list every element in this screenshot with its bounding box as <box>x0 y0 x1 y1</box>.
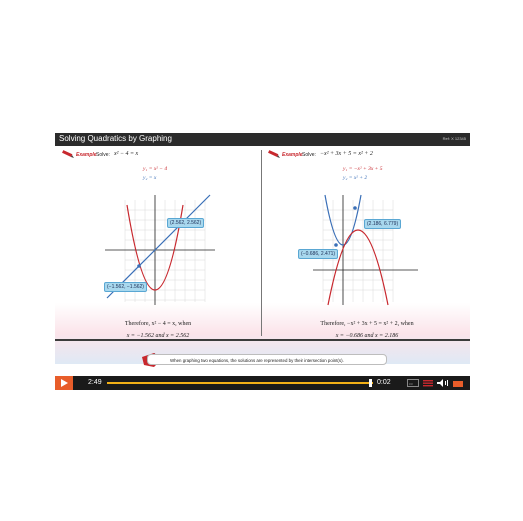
left-graph <box>95 190 225 310</box>
control-bar <box>55 376 470 390</box>
solve-label: Solve: <box>96 152 110 158</box>
slide <box>55 146 470 364</box>
equation: x² − 4 = x <box>114 151 139 157</box>
intersection-callout: (2.562, 2.562) <box>167 218 204 228</box>
progress-bar[interactable] <box>107 382 373 384</box>
therefore-text: Therefore, −x² + 3x + 5 = x² + 2, when <box>320 321 414 327</box>
y2-equation: y₂ = x <box>143 175 157 181</box>
lesson-title: Solving Quadratics by Graphing <box>59 134 172 143</box>
menu-icon[interactable] <box>423 379 433 387</box>
tip-note: When graphing two equations, the solutions are represented by their intersection point(s). <box>147 354 387 365</box>
slide-separator <box>55 339 470 341</box>
solution-text: x = −1.562 and x = 2.562 <box>126 333 190 339</box>
video-player <box>55 133 470 390</box>
y2-equation: y₂ = x² + 2 <box>343 175 368 181</box>
play-button[interactable] <box>55 376 73 390</box>
progress-knob[interactable] <box>369 379 372 387</box>
intersection-callout: (−1.562, −1.562) <box>104 282 147 292</box>
y1-equation: y₁ = −x² + 3x + 5 <box>343 166 383 172</box>
example-label: Example <box>76 152 97 158</box>
example-label: Example <box>282 152 303 158</box>
equation: −x² + 3x + 5 = x² + 2 <box>320 151 373 157</box>
play-icon <box>55 376 73 390</box>
left-example-panel <box>55 146 261 338</box>
title-bar <box>55 133 470 146</box>
intersection-callout: (−0.686, 2.471) <box>298 249 338 259</box>
intersection-point <box>334 243 338 247</box>
ref-label: Ref: X 12345 <box>442 136 466 141</box>
intersection-point <box>353 206 357 210</box>
solve-label: Solve: <box>302 152 316 158</box>
therefore-text: Therefore, x² − 4 = x, when <box>124 321 192 327</box>
remaining-time: 0:02 <box>377 379 391 386</box>
elapsed-time: 2:49 <box>88 379 102 386</box>
pencil-icon <box>267 149 281 159</box>
intersection-point <box>137 264 141 268</box>
captions-icon[interactable] <box>407 379 419 387</box>
y1-equation: y₁ = x² − 4 <box>143 166 168 172</box>
right-example-panel <box>263 146 469 338</box>
downward-parabola <box>328 230 388 305</box>
panel-divider <box>261 150 262 336</box>
pencil-icon <box>61 149 75 159</box>
volume-icon[interactable] <box>437 379 449 387</box>
fullscreen-icon[interactable] <box>453 379 463 387</box>
svg-text:cc: cc <box>409 381 413 386</box>
solution-text: x = −0.686 and x = 2.186 <box>335 333 399 339</box>
intersection-callout: (2.186, 6.779) <box>364 219 401 229</box>
